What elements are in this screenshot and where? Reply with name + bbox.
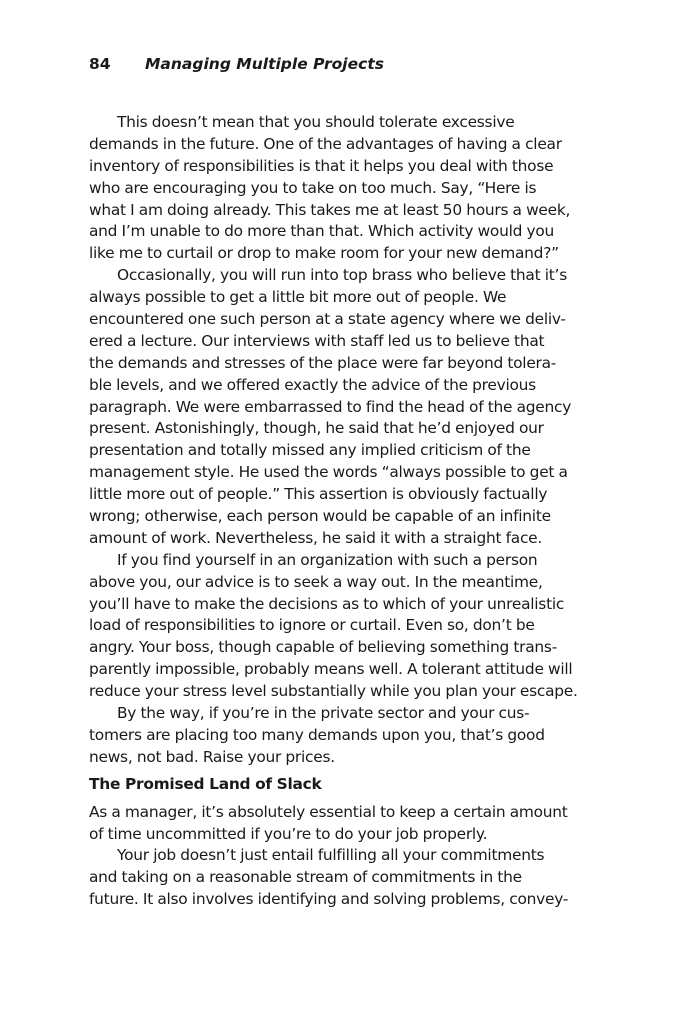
text-line: news, not bad. Raise your prices.: [89, 747, 335, 766]
text-line: what I am doing already. This takes me at least 50 hours a week,: [89, 200, 571, 219]
text-line: By the way, if you’re in the private sector and your cus-: [117, 704, 530, 723]
text-line: demands in the future. One of the advantages of having a clear: [89, 134, 562, 153]
text-line: management style. He used the words “always possible to get a: [89, 463, 568, 482]
text-line: always possible to get a little bit more out of people. We: [89, 288, 507, 307]
paragraph: [89, 845, 601, 911]
text-line: who are encouraging you to take on too much. Say, “Here is: [89, 178, 537, 197]
text-line: ered a lecture. Our interviews with staff led us to believe that: [89, 331, 545, 350]
text-line: wrong; otherwise, each person would be capable of an infinite: [89, 507, 551, 526]
book-title: Managing Multiple Projects: [145, 55, 384, 73]
paragraph: [89, 550, 601, 703]
paragraph: [89, 703, 601, 769]
text-line: If you find yourself in an organization with such a person: [117, 550, 538, 569]
text-line: and taking on a reasonable stream of commitments in the: [89, 868, 522, 887]
text-line: the demands and stresses of the place were far beyond tolera-: [89, 353, 557, 372]
text-line: angry. Your boss, though capable of believing something trans-: [89, 638, 557, 657]
page-number: 84: [89, 55, 111, 73]
text-line: future. It also involves identifying and solving problems, convey-: [89, 890, 569, 909]
text-line: parently impossible, probably means well. A tolerant attitude will: [89, 660, 573, 679]
text-line: like me to curtail or drop to make room for your new demand?”: [89, 244, 559, 263]
text-line: inventory of responsibilities is that it helps you deal with those: [89, 156, 554, 175]
text-line: encountered one such person at a state agency where we deliv-: [89, 310, 566, 329]
text-line: little more out of people.” This assertion is obviously factually: [89, 485, 548, 504]
text-line: As a manager, it’s absolutely essential to keep a certain amount: [89, 802, 568, 821]
text-line: amount of work. Nevertheless, he said it with a straight face.: [89, 528, 543, 547]
text-line: Occasionally, you will run into top brass who believe that it’s: [117, 266, 567, 285]
text-line: load of responsibilities to ignore or curtail. Even so, don’t be: [89, 616, 535, 635]
text-line: This doesn’t mean that you should tolerate excessive: [117, 113, 515, 131]
text-line: of time uncommitted if you’re to do your job properly.: [89, 824, 488, 843]
text-line: paragraph. We were embarrassed to find the head of the agency: [89, 397, 572, 416]
text-line: Your job doesn’t just entail fulfilling all your commitments: [117, 846, 545, 865]
text-line: and I’m unable to do more than that. Which activity would you: [89, 222, 554, 241]
text-line: you’ll have to make the decisions as to which of your unrealistic: [89, 594, 565, 613]
text-line: above you, our advice is to seek a way out. In the meantime,: [89, 572, 543, 591]
text-line: ble levels, and we offered exactly the advice of the previous: [89, 375, 536, 394]
paragraph: [89, 112, 601, 265]
text-line: present. Astonishingly, though, he said that he’d enjoyed our: [89, 419, 544, 438]
text-line: presentation and totally missed any implied criticism of the: [89, 441, 531, 460]
paragraph: [89, 265, 601, 550]
section-heading: The Promised Land of Slack: [89, 774, 322, 793]
body-text: [89, 112, 601, 911]
running-head: [89, 55, 384, 73]
text-line: reduce your stress level substantially while you plan your escape.: [89, 682, 578, 701]
paragraph: [89, 802, 601, 846]
text-line: tomers are placing too many demands upon you, that’s good: [89, 725, 545, 744]
